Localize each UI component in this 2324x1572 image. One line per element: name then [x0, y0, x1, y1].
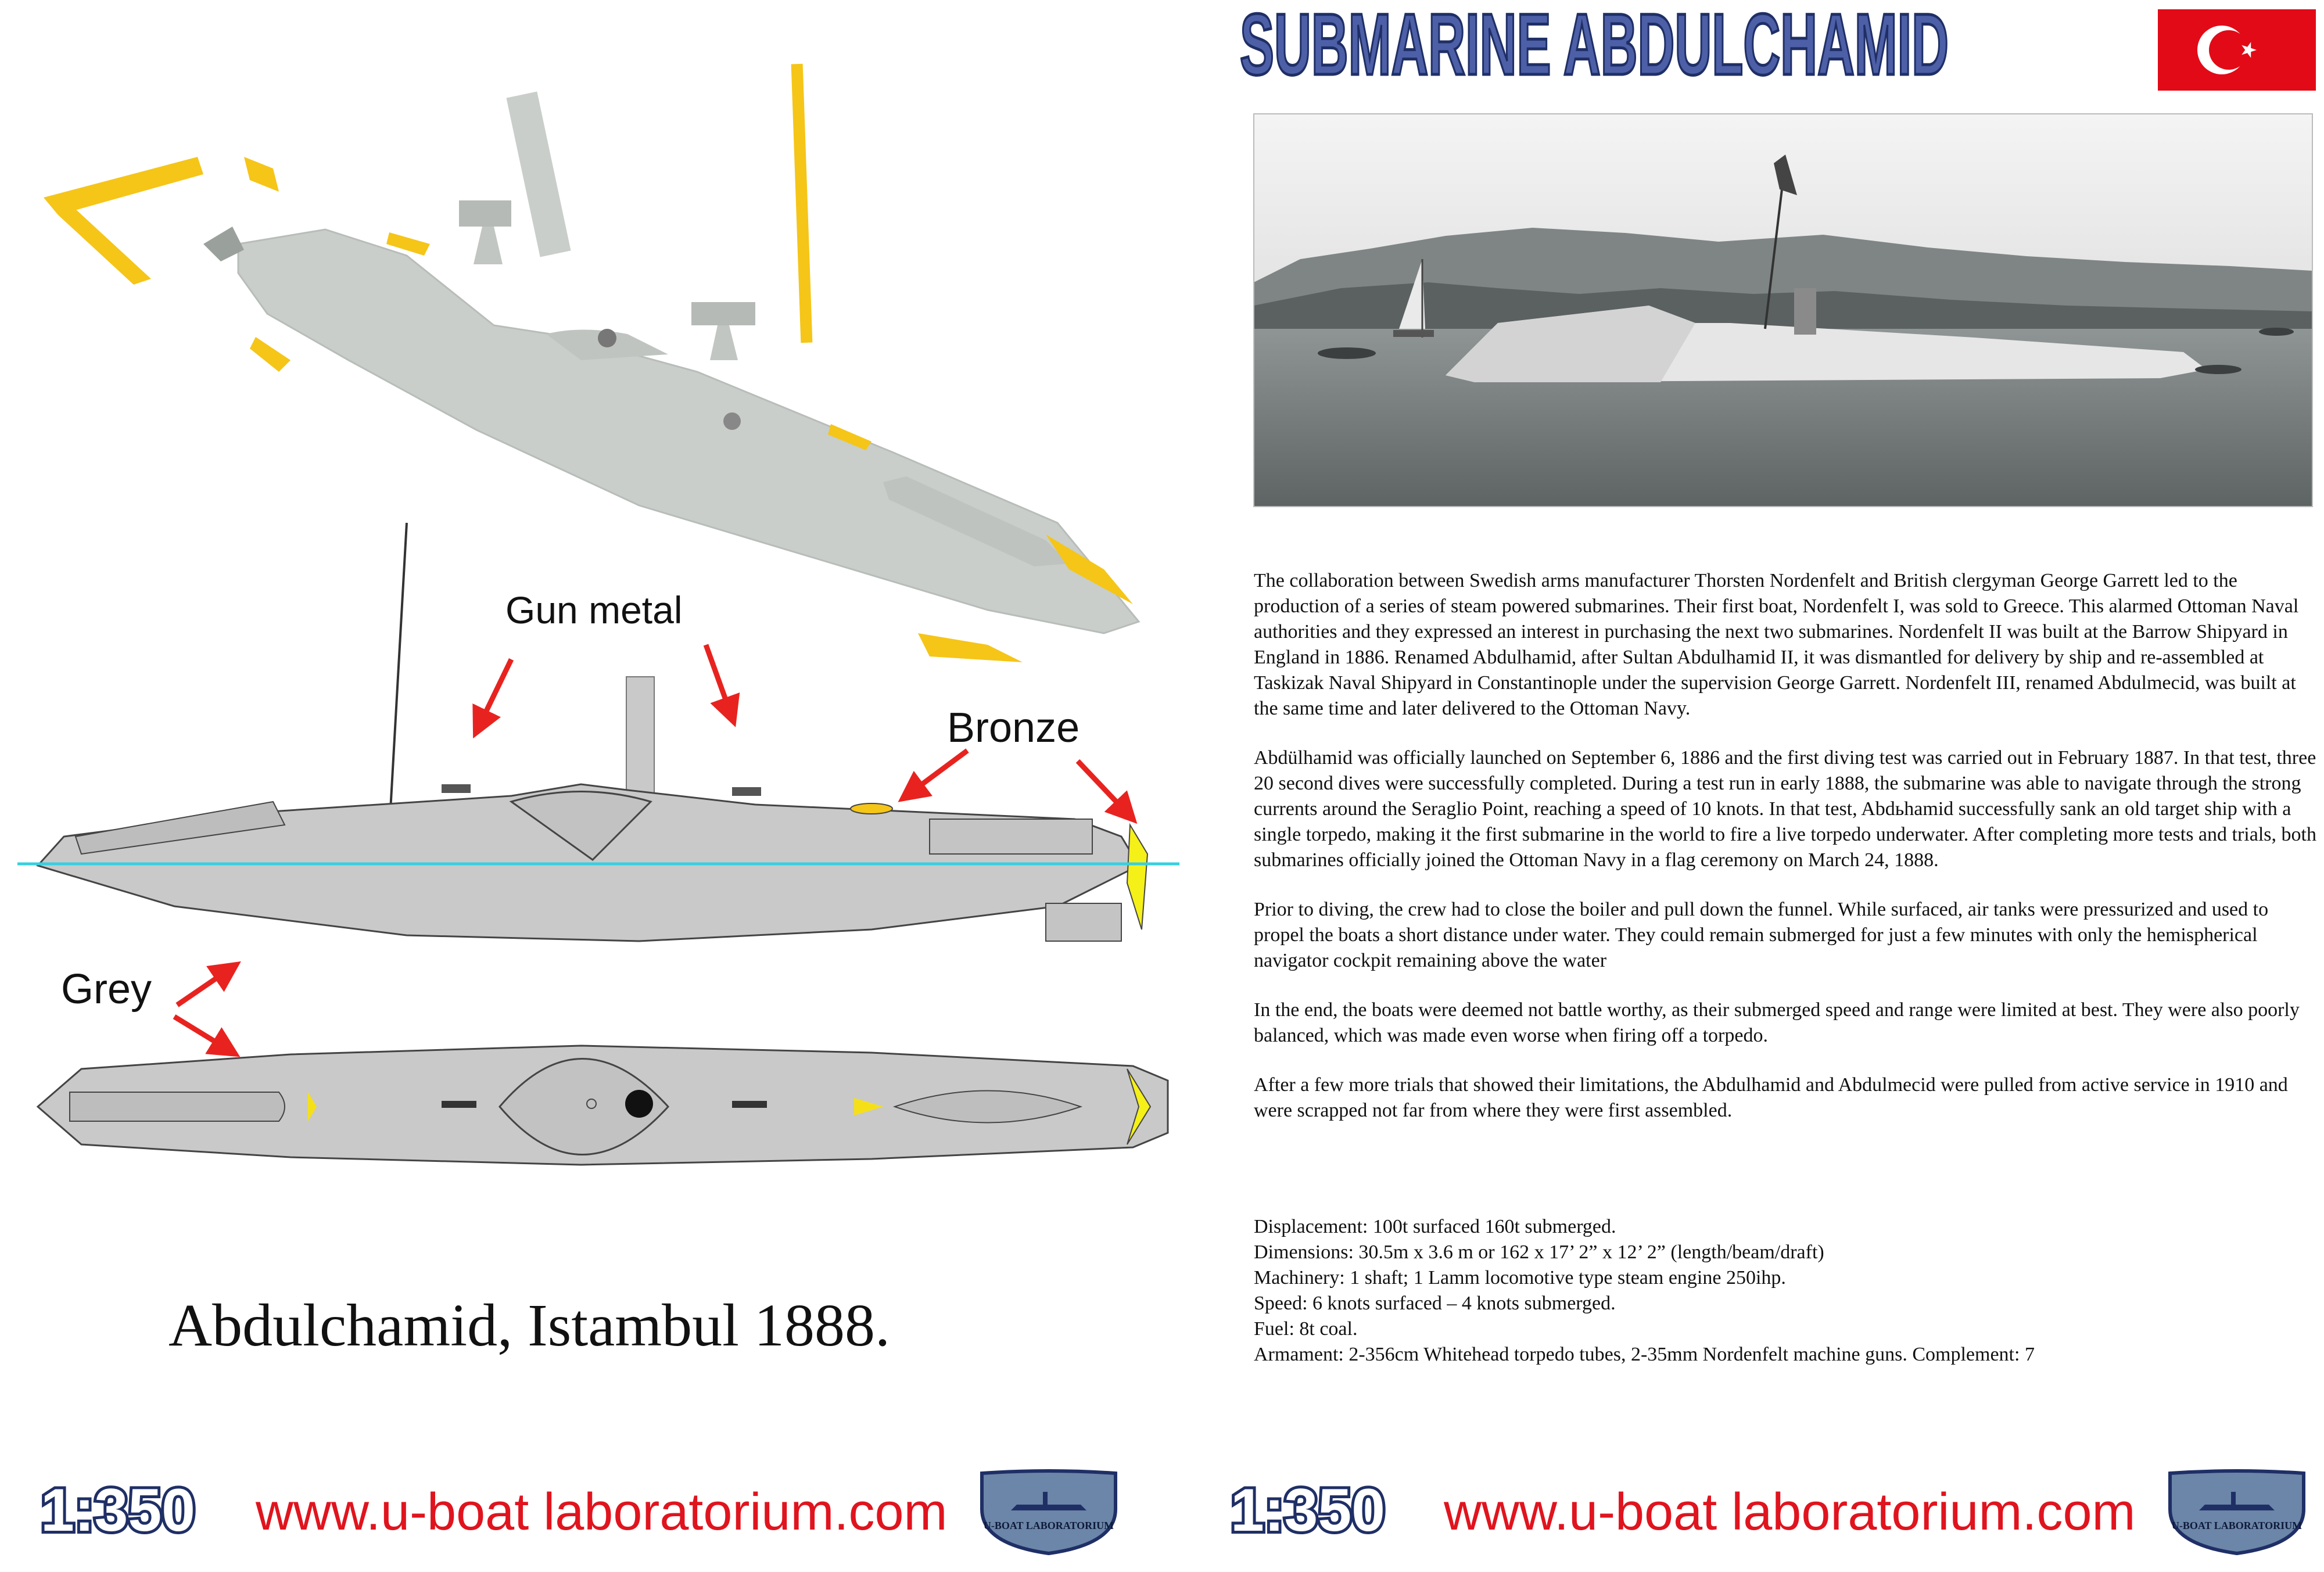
website-link-left[interactable]: www.u-boat laboratorium.com — [256, 1483, 948, 1541]
historical-photo — [1254, 114, 2312, 507]
gun-metal-label: Gun metal — [505, 588, 683, 631]
scale-label-left: 1:350 — [41, 1477, 195, 1544]
u-boat-laboratorium-logo-icon — [2164, 1469, 2309, 1556]
article-paragraph: In the end, the boats were deemed not battle worthy, as their submerged speed and range were limited at best. They were also poorly balanced, which was made even worse when firing off a torpedo. — [1254, 999, 2300, 1046]
exploded-3d-render — [44, 64, 1139, 662]
u-boat-laboratorium-logo-icon — [976, 1469, 1121, 1556]
website-link-right[interactable]: www.u-boat laboratorium.com — [1444, 1483, 2136, 1541]
turkish-flag-icon — [2158, 9, 2316, 91]
spec-line: Dimensions: 30.5m x 3.6 m or 162 x 17’ 2” x 12’ 2” (length/beam/draft) — [1254, 1241, 1824, 1263]
page-title — [1238, 0, 1952, 93]
article-paragraph: The collaboration between Swedish arms manufacturer Thorsten Nordenfelt and British clergyman George Garrett led to the production of a series of steam powered submarines. Their first boat, Nordenfelt I, was sold to Greece. This alarmed Ottoman Naval authorities and they expressed an interest in purchasing the next two submarines. Nordenfelt II was built at the Barrow Shipyard in England in 1886. Renamed Abdulhamid, after Sultan Abdulhamid II, it was dismantled for delivery by ship and re-assembled at Taskizak Naval Shipyard in Constantinople under the supervision George Garrett. Nordenfelt III, renamed Abdulmecid, was built at the same time and later delivered to the Ottoman Navy. — [1254, 570, 2299, 719]
article-paragraph: Prior to diving, the crew had to close the boiler and pull down the funnel. While surfaced, air tanks were pressurized and used to propel the boats a short distance under water. They could remain submerged for just a few minutes with only the hemispherical navigator cockpit remaining above the water — [1254, 899, 2269, 971]
history-article — [1254, 568, 2317, 1147]
article-paragraph: After a few more trials that showed their limitations, the Abdulhamid and Abdulmecid were pulled from active service in 1910 and were scrapped not far from where they were first assembled. — [1254, 1074, 2288, 1121]
bronze-label: Bronze — [947, 705, 1080, 751]
scale-label-right: 1:350 — [1231, 1477, 1385, 1544]
model-caption: Abdulchamid, Istambul 1888. — [168, 1292, 891, 1359]
submarine-model-drawing — [0, 46, 1220, 1220]
spec-line: Armament: 2-356cm Whitehead torpedo tubes, 2-35mm Nordenfelt machine guns. Complement: 7 — [1254, 1344, 2035, 1365]
spec-line: Machinery: 1 shaft; 1 Lamm locomotive type steam engine 250ihp. — [1254, 1267, 1786, 1289]
badge-text-right: U-BOAT LABORATORIUM — [2171, 1520, 2303, 1531]
spec-line: Displacement: 100t surfaced 160t submerged. — [1254, 1216, 1616, 1237]
badge-text-left: U-BOAT LABORATORIUM — [983, 1520, 1114, 1531]
page-title-text: SUBMARINE ABDULCHAMID — [1240, 0, 1949, 93]
article-paragraph: Abdülhamid was officially launched on September 6, 1886 and the first diving test was carried out in February 1887. In that test, three 20 second dives were successfully completed. During a test run in early 1888, the submarine was able to navigate through the strong currents around the Seraglio Point, reaching a speed of 10 knots. In that test, Abdьhamid successfully sank an old target ship with a single torpedo, making it the first submarine in the world to fire a live torpedo underwater. After completing more tests and trials, both submarines officially joined the Ottoman Navy in a flag ceremony on March 24, 1888. — [1254, 747, 2316, 871]
specifications-list — [1254, 1214, 2300, 1368]
spec-line: Fuel: 8t coal. — [1254, 1318, 1358, 1340]
spec-line: Speed: 6 knots surfaced – 4 knots submerged. — [1254, 1293, 1616, 1314]
top-view — [38, 1046, 1168, 1165]
grey-label: Grey — [61, 966, 152, 1013]
